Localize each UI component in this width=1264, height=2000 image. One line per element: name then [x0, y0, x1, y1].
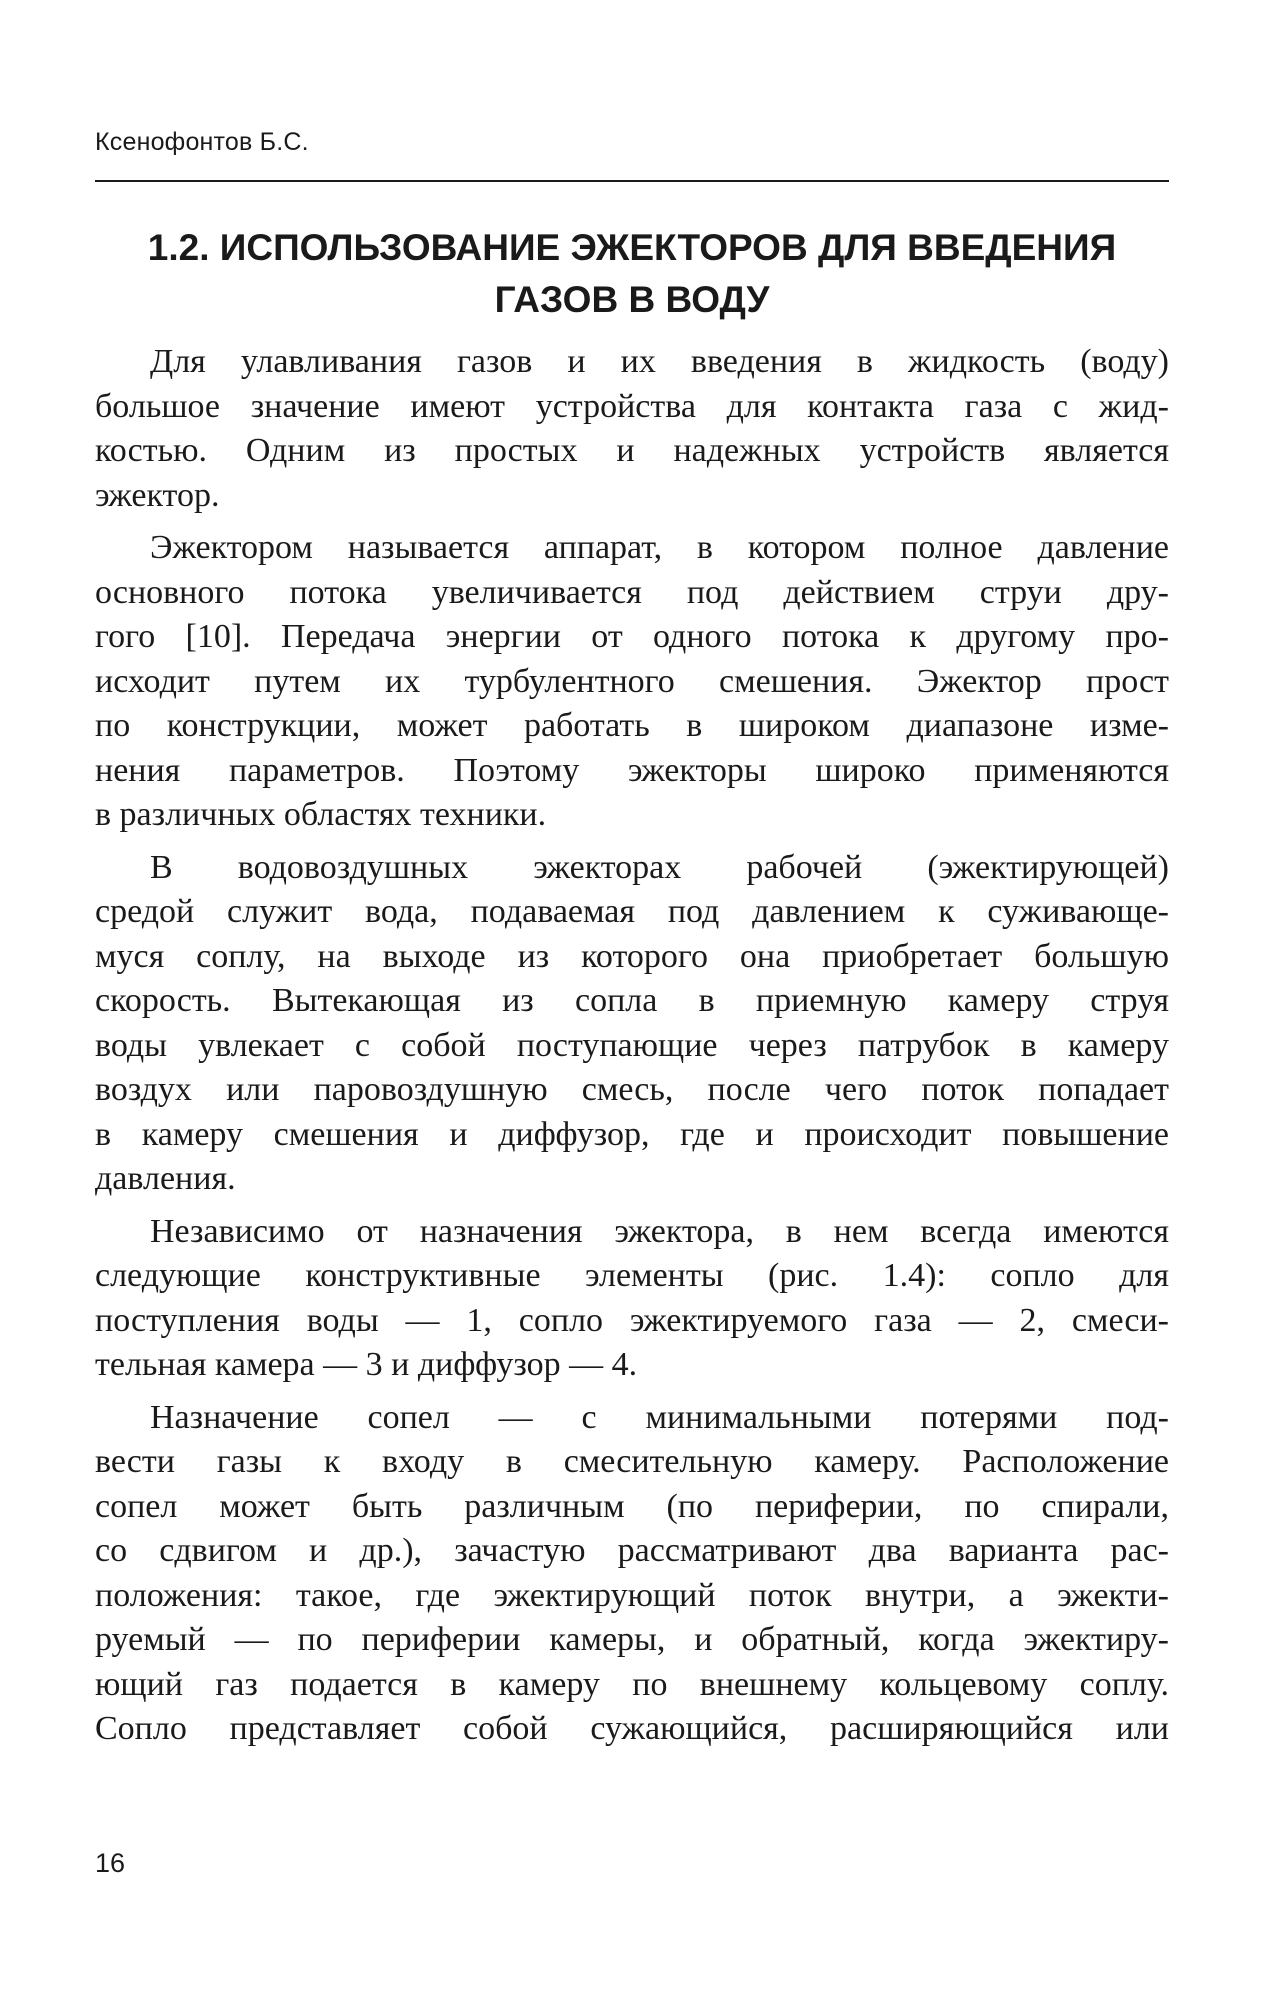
paragraph-5: [95, 1396, 1169, 1752]
text-line: воды увлекает с собой поступающие через патрубок в камеру: [95, 1026, 1169, 1064]
text-line: исходит путем их турбулентного смешения. Эжектор прост: [95, 662, 1169, 700]
text-line: сопел может быть различным (по периферии, по спирали,: [95, 1487, 1169, 1525]
text-line: воздух или паровоздушную смесь, после чего поток попадает: [95, 1071, 1169, 1108]
text-line: Сопло представляет собой сужающийся, расширяющийся или: [95, 1710, 1169, 1747]
text-line: Эжектором называется аппарат, в котором полное давление: [150, 529, 1169, 566]
paragraph-2: [95, 526, 1169, 838]
running-header: Ксенофонтов Б.С.: [95, 128, 309, 156]
header-rule: [95, 180, 1169, 182]
text-line: основного потока увеличивается под действием струи дру-: [95, 573, 1169, 611]
section-title: [95, 222, 1169, 326]
text-line: средой служит вода, подаваемая под давлением к суживающе-: [95, 893, 1169, 930]
page-number: 16: [95, 1848, 126, 1878]
paragraph-3: [95, 846, 1169, 1202]
text-line: Независимо от назначения эжектора, в нем всегда имеются: [150, 1212, 1169, 1250]
paragraph-4: [95, 1210, 1169, 1388]
text-line: костью. Одним из простых и надежных устройств является: [95, 432, 1169, 469]
text-line: Для улавливания газов и их введения в жидкость (воду): [150, 343, 1169, 380]
body-text: [95, 340, 1169, 1752]
text-line: В водовоздушных эжекторах рабочей (эжектирующей): [150, 848, 1169, 886]
text-line: в различных областях техники.: [95, 796, 547, 833]
text-line: ющий газ подается в камеру по внешнему кольцевому соплу.: [95, 1665, 1169, 1703]
text-line: скорость. Вытекающая из сопла в приемную камеру струя: [95, 982, 1169, 1019]
text-line: Назначение сопел — с минимальными потерями под-: [150, 1398, 1169, 1436]
section-title-line-1: 1.2. ИСПОЛЬЗОВАНИЕ ЭЖЕКТОРОВ ДЛЯ ВВЕДЕНИЯ: [147, 227, 1117, 268]
section-title-line-2: ГАЗОВ В ВОДУ: [494, 279, 770, 320]
text-line: большое значение имеют устройства для контакта газа с жид-: [95, 387, 1169, 425]
paragraph-1: [95, 340, 1169, 518]
text-line: нения параметров. Поэтому эжекторы широко применяются: [95, 751, 1169, 789]
text-line: в камеру смешения и диффузор, где и происходит повышение: [95, 1115, 1169, 1153]
text-line: руемый — по периферии камеры, и обратный, когда эжектиру-: [95, 1621, 1169, 1658]
text-line: поступления воды — 1, сопло эжектируемого газа — 2, смеси-: [95, 1301, 1169, 1339]
text-line: муся соплу, на выходе из которого она приобретает большую: [95, 937, 1169, 975]
text-line: эжектор.: [95, 476, 220, 514]
text-line: следующие конструктивные элементы (рис. 1.4): сопло для: [95, 1257, 1169, 1294]
text-line: по конструкции, может работать в широком диапазоне изме-: [95, 707, 1169, 744]
text-line: давления.: [95, 1160, 236, 1197]
text-line: тельная камера — 3 и диффузор — 4.: [95, 1346, 638, 1383]
text-line: гого [10]. Передача энергии от одного потока к другому про-: [95, 618, 1169, 655]
text-line: вести газы к входу в смесительную камеру. Расположение: [95, 1443, 1169, 1480]
text-line: положения: такое, где эжектирующий поток внутри, а эжекти-: [95, 1576, 1169, 1614]
text-line: со сдвигом и др.), зачастую рассматривают два варианта рас-: [95, 1532, 1169, 1569]
